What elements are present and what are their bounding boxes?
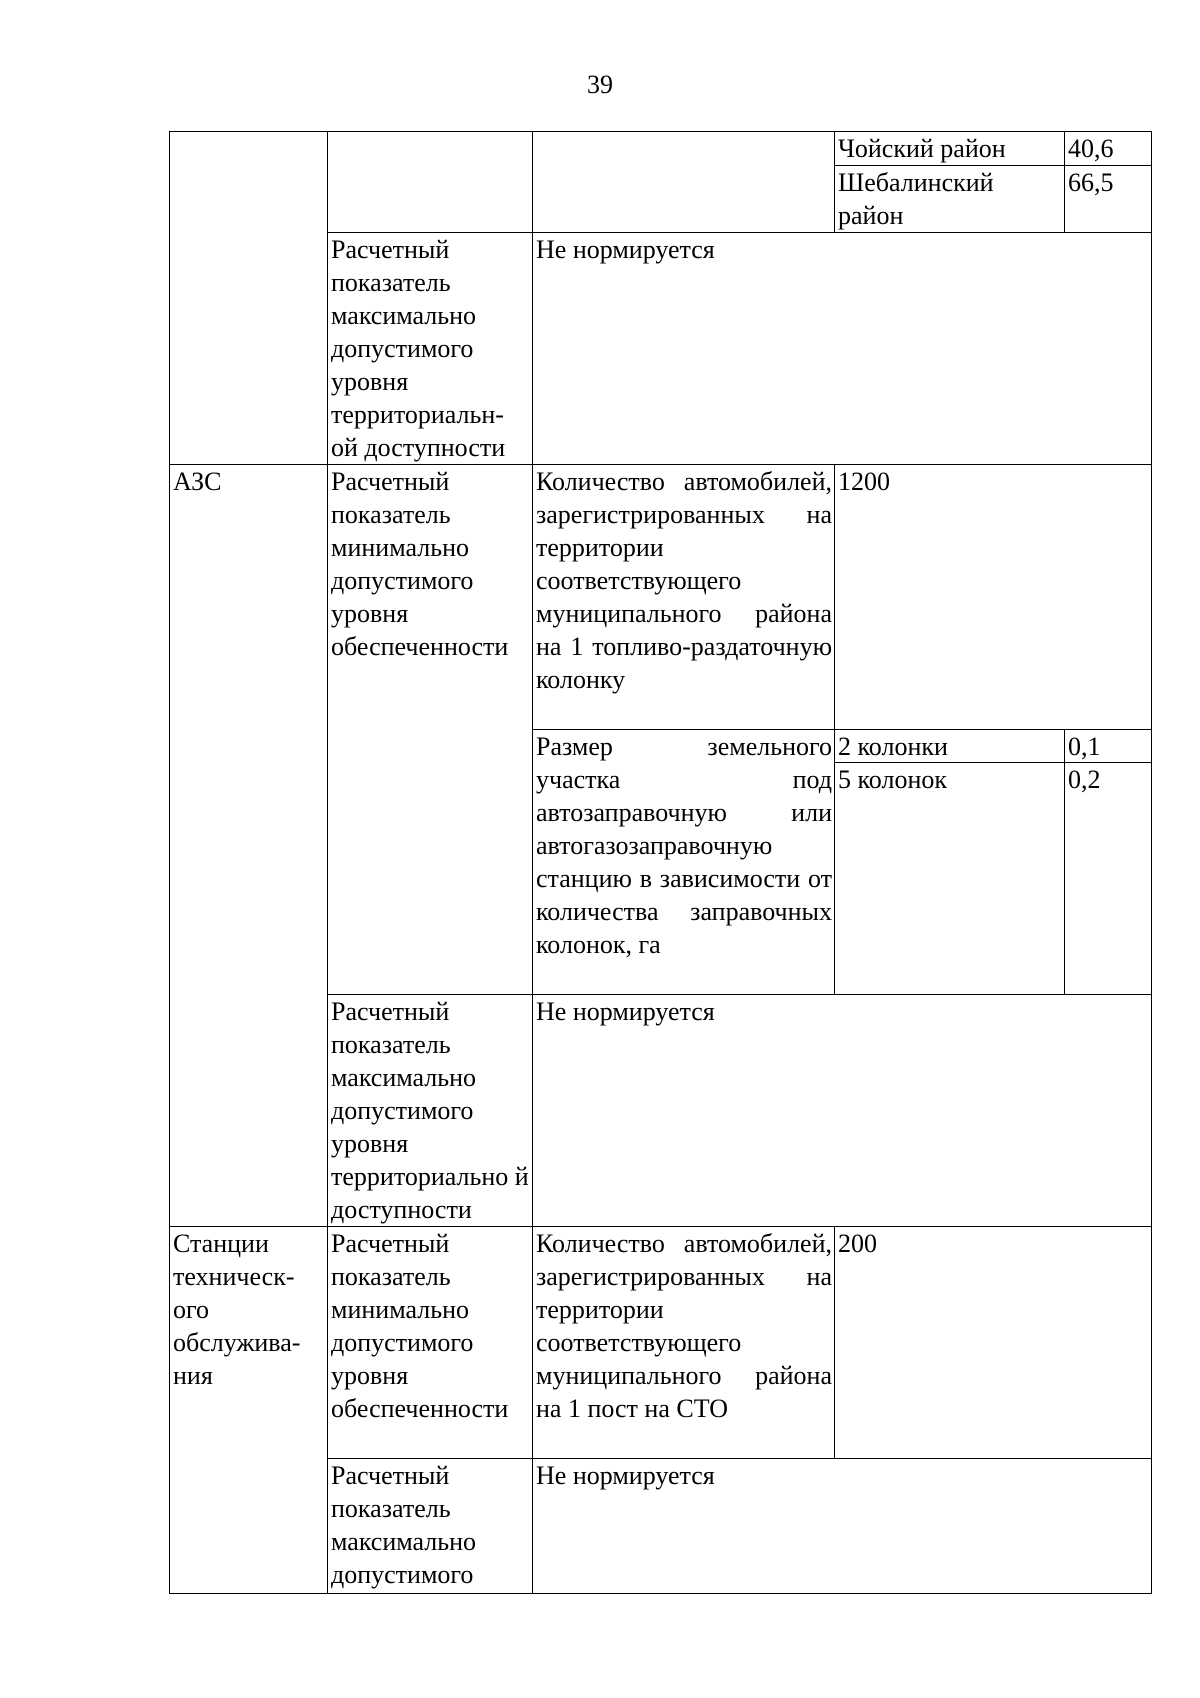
table-row	[170, 132, 1152, 166]
value-cell	[1065, 730, 1152, 995]
description-cell: Количество автомобилей, зарегистрированных на территории соответствующего муниципального района на 1 пост на СТО	[533, 1227, 835, 1459]
norm-cell: Не нормируется	[533, 995, 1152, 1227]
object-cell: АЗС	[170, 465, 328, 1227]
object-cell: Станции техническ-ого обслужива-ния	[170, 1227, 328, 1594]
description-cell: Количество автомобилей, зарегистрированных на территории соответствующего муниципального района на 1 топливо-раздаточную колонку	[533, 465, 835, 730]
value-cell: 200	[835, 1227, 1152, 1459]
table-row	[170, 1227, 1152, 1459]
value-cell: 40,6	[1065, 132, 1152, 166]
indicator-cell: Расчетный показатель минимально допустимого уровня обеспеченности	[328, 465, 533, 995]
standards-table	[169, 131, 1152, 1594]
norm-cell: Не нормируется	[533, 233, 1152, 465]
option-cell	[835, 730, 1065, 995]
table-row	[170, 465, 1152, 730]
value-cell: 1200	[835, 465, 1152, 730]
option-value: 0,1	[1065, 730, 1151, 763]
district-cell: Чойский район	[835, 132, 1065, 166]
district-cell: Шебалинский район	[835, 166, 1065, 233]
object-cell-continued	[170, 132, 328, 465]
indicator-cell: Расчетный показатель максимально допустимого	[328, 1459, 533, 1594]
indicator-cell-continued	[328, 132, 533, 233]
value-cell: 66,5	[1065, 166, 1152, 233]
indicator-cell: Расчетный показатель максимально допустимого уровня территориально й доступности	[328, 995, 533, 1227]
indicator-cell: Расчетный показатель минимально допустимого уровня обеспеченности	[328, 1227, 533, 1459]
description-cell: Размер земельного участка под автозаправочную или автогазозаправочную станцию в зависимости от количества заправочных колонок, га	[533, 730, 835, 995]
option-label: 2 колонки	[835, 730, 1064, 763]
description-cell-continued	[533, 132, 835, 233]
norm-cell: Не нормируется	[533, 1459, 1152, 1594]
indicator-cell: Расчетный показатель максимально допустимого уровня территориальн-ой доступности	[328, 233, 533, 465]
page-number: 39	[587, 70, 613, 99]
option-value: 0,2	[1068, 765, 1101, 794]
option-label: 5 колонок	[838, 765, 947, 794]
